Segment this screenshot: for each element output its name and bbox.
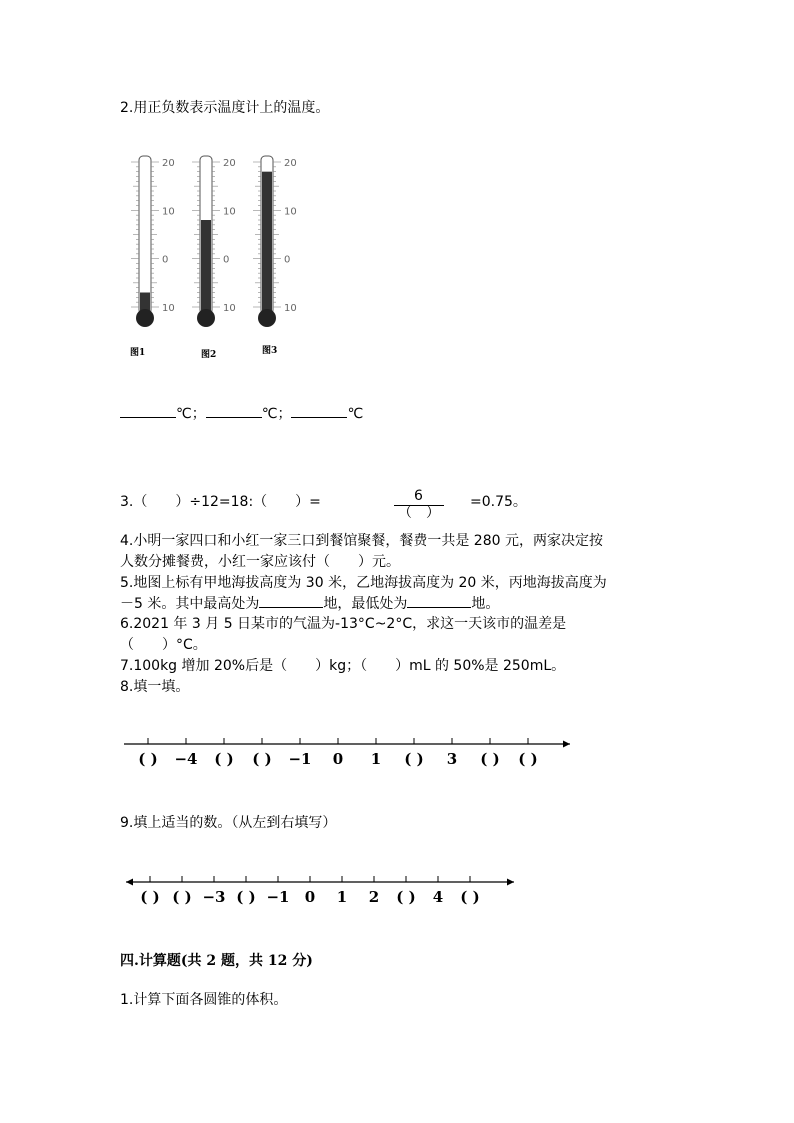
tick-label: 2 — [368, 888, 380, 906]
tick-label: ( ) — [214, 750, 234, 768]
q5-line2-b: 地，最低处为 — [323, 596, 408, 612]
q2-title: 2.用正负数表示温度计上的温度。 — [120, 100, 330, 116]
arrow-right — [507, 879, 514, 886]
section-heading: 四.计算题(共 2 题，共 12 分) — [120, 953, 313, 969]
thermometer-caption-3: 图3 — [262, 346, 278, 356]
q5-line2-a: －5 米。其中最高处为 — [120, 596, 260, 612]
mercury-column — [201, 220, 211, 314]
tick-label: ( ) — [236, 888, 256, 906]
q5-line2-c: 地。 — [471, 596, 500, 612]
separator-2: ； — [277, 406, 292, 422]
tick-label: 0 — [304, 888, 316, 906]
tick-label: 3 — [446, 750, 458, 768]
scale-label: 10 — [223, 303, 236, 314]
scale-label: 10 — [284, 303, 297, 314]
tick-label: ( ) — [252, 750, 272, 768]
q3-denominator[interactable]: （ ） — [398, 505, 440, 521]
s4q1-text: 1.计算下面各圆锥的体积。 — [120, 992, 288, 1008]
q2-answer-row — [120, 403, 363, 424]
answer-blank-highest[interactable] — [259, 593, 323, 608]
scale-label: 10 — [162, 303, 175, 314]
answer-blank-1[interactable] — [120, 403, 176, 418]
answer-blank-2[interactable] — [206, 403, 262, 418]
tick-label: −1 — [266, 888, 290, 906]
tick-label: ( ) — [480, 750, 500, 768]
thermometer-caption-1: 图1 — [130, 348, 146, 358]
thermometer-caption-2: 图2 — [201, 350, 217, 360]
scale-label: 10 — [162, 206, 175, 218]
thermometer-bulb — [197, 309, 215, 327]
q6-line2: （ ）°C。 — [120, 637, 207, 653]
q3-numerator: 6 — [414, 488, 423, 504]
tick-label: ( ) — [404, 750, 424, 768]
q3-suffix: =0.75。 — [470, 494, 527, 510]
scale-label: 10 — [284, 206, 297, 218]
q5-line1: 5.地图上标有甲地海拔高度为 30 米，乙地海拔高度为 20 米，丙地海拔高度为 — [120, 575, 607, 591]
tick-label: −4 — [174, 750, 198, 768]
tick-label: ( ) — [396, 888, 416, 906]
q4-line2: 人数分摊餐费，小红一家应该付（ ）元。 — [120, 554, 400, 570]
q6-line1: 6.2021 年 3 月 5 日某市的气温为-13°C~2°C，求这一天该市的温差是 — [120, 616, 567, 632]
arrow-left — [126, 879, 133, 886]
tick-label: 4 — [432, 888, 444, 906]
q8-title: 8.填一填。 — [120, 679, 190, 695]
unit-3: ℃ — [347, 406, 364, 422]
unit-1: ℃ — [176, 406, 192, 422]
unit-2: ℃ — [261, 406, 278, 422]
tick-label: 0 — [332, 750, 344, 768]
scale-label: 10 — [223, 206, 236, 218]
scale-label: 20 — [284, 158, 297, 169]
answer-blank-3[interactable] — [291, 403, 347, 418]
thermometer-bulb — [258, 309, 276, 327]
tick-label: 1 — [336, 888, 348, 906]
scale-label: 20 — [162, 158, 175, 169]
tick-label: ( ) — [140, 888, 160, 906]
mercury-column — [262, 172, 272, 314]
scale-label: 20 — [223, 158, 236, 169]
tick-label: −1 — [288, 750, 312, 768]
tick-label: 1 — [370, 750, 382, 768]
thermometer-bulb — [136, 309, 154, 327]
q7-text: 7.100kg 增加 20%后是（ ）kg；（ ）mL 的 50%是 250mL。 — [120, 658, 566, 674]
scale-label: 0 — [223, 254, 230, 266]
q9-title: 9.填上适当的数。（从左到右填写） — [120, 815, 337, 831]
tick-label: ( ) — [172, 888, 192, 906]
tick-label: ( ) — [518, 750, 538, 768]
answer-blank-lowest[interactable] — [407, 593, 471, 608]
scale-label: 0 — [162, 254, 169, 266]
separator-1: ； — [191, 406, 206, 422]
q5-line2 — [120, 593, 499, 614]
tick-label: ( ) — [138, 750, 158, 768]
thermometer-tube — [139, 156, 151, 314]
number-line-9 — [120, 872, 520, 912]
number-line-8 — [118, 732, 578, 772]
arrow-right — [563, 741, 570, 748]
q4-line1: 4.小明一家四口和小红一家三口到餐馆聚餐，餐费一共是 280 元，两家决定按 — [120, 533, 603, 549]
tick-label: −3 — [202, 888, 226, 906]
q3-prefix: 3.（ ）÷12=18:（ ）= — [120, 494, 321, 510]
scale-label: 0 — [284, 254, 291, 266]
thermometer-figure — [125, 150, 365, 350]
tick-label: ( ) — [460, 888, 480, 906]
